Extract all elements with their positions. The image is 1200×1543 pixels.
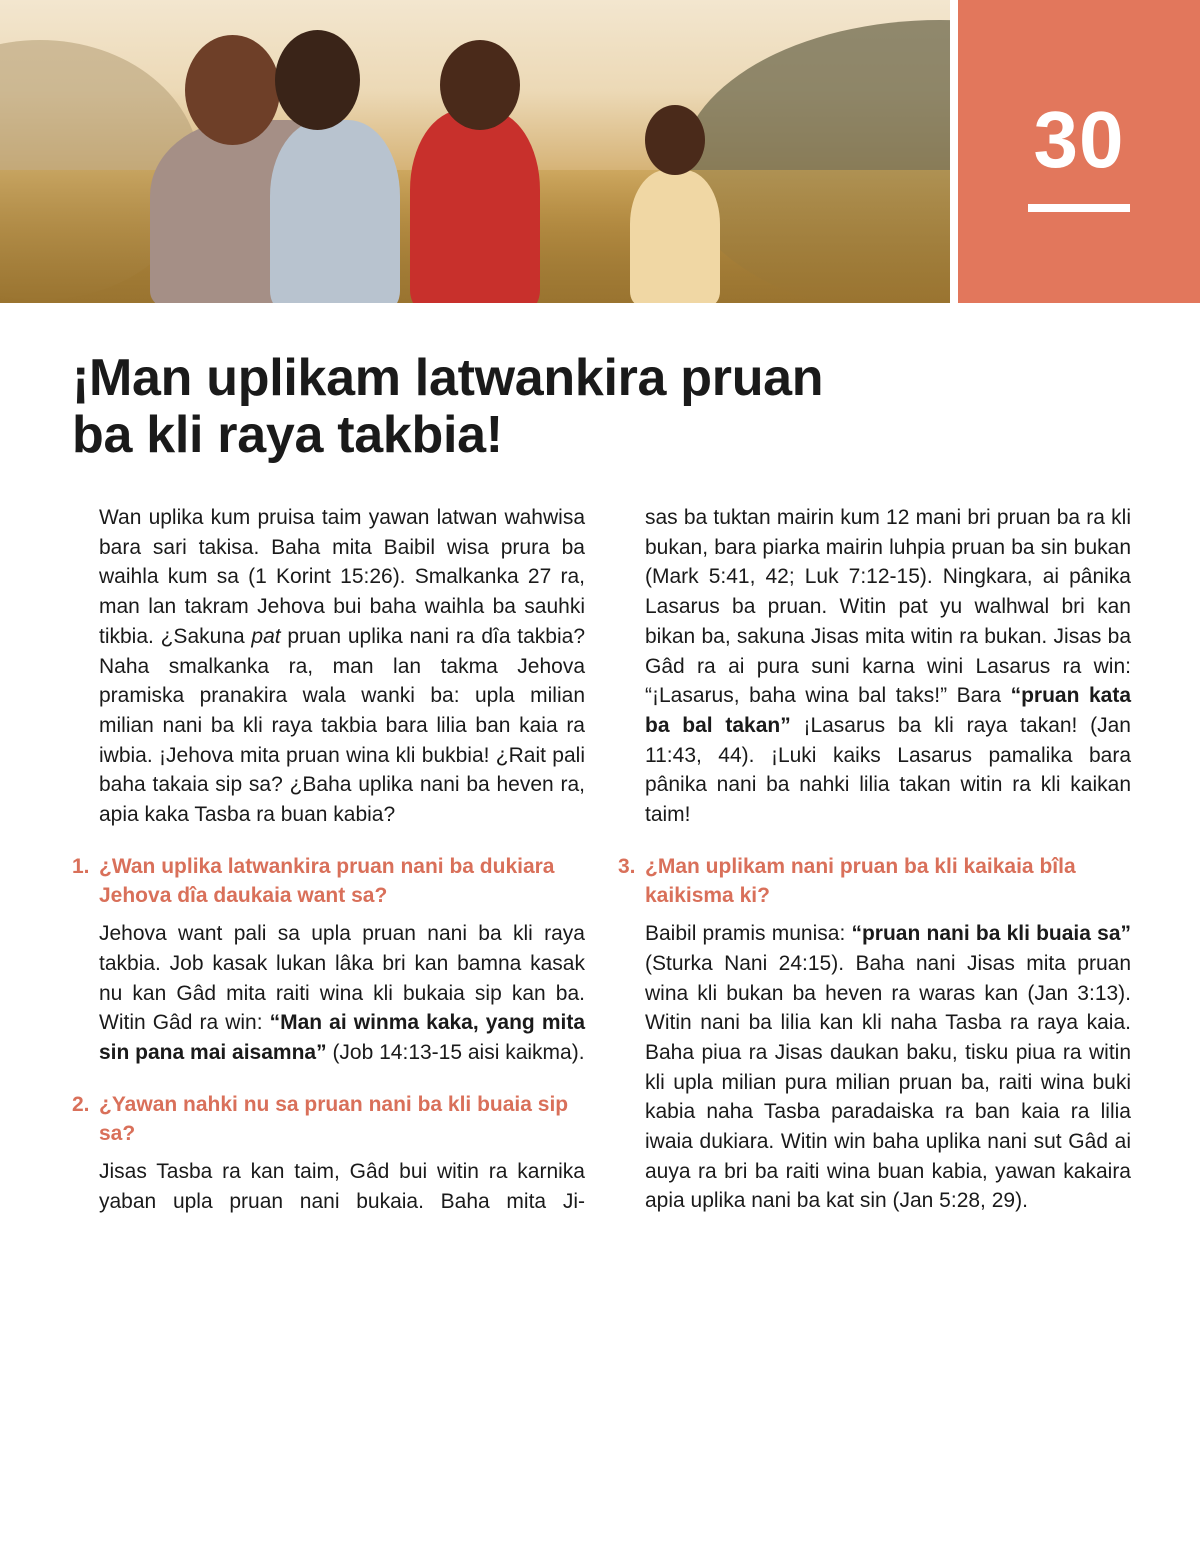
question-heading-2 (72, 1090, 585, 1149)
question-text: ¿Wan uplika latwankira pruan nani ba dukiara Jehova dîa daukaia want sa? (99, 854, 555, 908)
section-1-paragraph (99, 919, 585, 1068)
question-text: ¿Man uplikam nani pruan ba kli kaikaia bîla kaikisma ki? (645, 854, 1076, 908)
question-text: ¿Yawan nahki nu sa pruan nani ba kli buaia sip sa? (99, 1092, 569, 1146)
right-column (618, 503, 1131, 1216)
section-3-paragraph (645, 919, 1131, 1216)
scripture-quote: “pruan nani ba kli buaia sa” (851, 922, 1131, 946)
question-number: 2. (72, 1092, 90, 1116)
lesson-number-underline (1028, 204, 1130, 212)
section-2-paragraph-continued (645, 503, 1131, 830)
page-title: ¡Man uplikam latwankira pruan ba kli raya takbia! (72, 349, 824, 464)
intro-text: pruan uplika nani ra dîa takbia? Naha smalkanka ra, man lan takma Jehova pramiska pranakira wala wanki ba: upla milian milian nani ba kli raya takbia bara lilia ban kaia ra iwbia. ¡Jehova mita pruan wina kli bukbia! ¿Rait pali baha takaia sip sa? ¿Baha uplika nani ba heven ra, apia kaka Tasba ra buan kabia? (99, 624, 585, 827)
section-text: ¡Lasarus ba kli raya takan! (Jan 11:43, 44). ¡Luki kaiks Lasarus pamalika bara pânika nani ba nahki lilia takan witin ra kli kaikan taim! (645, 713, 1131, 827)
section-text: sas ba tuktan mairin kum 12 mani bri pruan ba ra kli bukan, bara piarka mairin luhpia pruan ba sin bukan (Mark 5:41, 42; Luk 7:12-15). Ningkara, ai pânika Lasarus ba pruan. Witin pat yu walhwal bri kan bikan ba, sakuna Jisas mita witin ra bukan. Jisas ba Gâd ra ai pura suni karna wini Lasarus ra win: “¡Lasarus, baha wina bal taks!” Bara (645, 506, 1131, 708)
section-text: Baibil pramis munisa: (645, 922, 852, 946)
section-text: (Sturka Nani 24:15). Baha nani Jisas mita pruan wina kli bukan ba heven ra waras kan (Jan 3:13). Witin nani ba lilia kan kli naha Tasba ra raya kaia. Baha piua ra Jisas daukan baku, tisku piua ra witin kli upla milian pura milian pruan ba, raiti wina buki kabia naha Tasba paradaiska ra ban kaia ra lilia iwaia dukiara. Witin win baha uplika nani sut Gâd ai auya ra bri ba raiti wina buan kabia, yawan kakaira apia uplika nani ba kat sin (Jan 5:28, 29). (645, 951, 1131, 1213)
section-text: Jehova want pali sa upla pruan nani ba kli raya takbia. Job kasak lukan lâka bri kan bamna kasak nu kan Gâd mita raiti wina kli bukaia sip kan ba. Witin Gâd ra win: (99, 922, 585, 1035)
scripture-quote: “pruan kata ba bal takan” (645, 684, 1131, 737)
lesson-number-badge (958, 0, 1200, 303)
question-heading-3 (618, 852, 1131, 911)
intro-text: Wan uplika kum pruisa taim yawan latwan wahwisa bara sari takisa. Baha mita Baibil wisa prura ba waihla kum sa (1 Korint 15:26). Smalkanka 27 ra, man lan takram Jehova bui baha waihla ba sauhki tikbia. ¿Sakuna (99, 506, 585, 648)
left-column (72, 503, 585, 1216)
header-photo-family-hugging-in-field (0, 0, 950, 303)
scripture-quote: “Man ai winma kaka, yang mita sin pana mai aisamna” (99, 1011, 585, 1064)
question-number: 3. (618, 854, 636, 878)
question-number: 1. (72, 854, 90, 878)
intro-paragraph (99, 503, 585, 830)
section-text: (Job 14:13-15 aisi kaikma). (326, 1040, 585, 1064)
section-text: Jisas Tasba ra kan taim, Gâd bui witin ra karnika yaban upla pruan nani bukaia. Baha mita Ji- (99, 1160, 585, 1213)
section-2-paragraph (99, 1157, 585, 1216)
question-heading-1 (72, 852, 585, 911)
intro-emphasis: pat (251, 624, 281, 648)
lesson-number: 30 (1033, 95, 1125, 184)
